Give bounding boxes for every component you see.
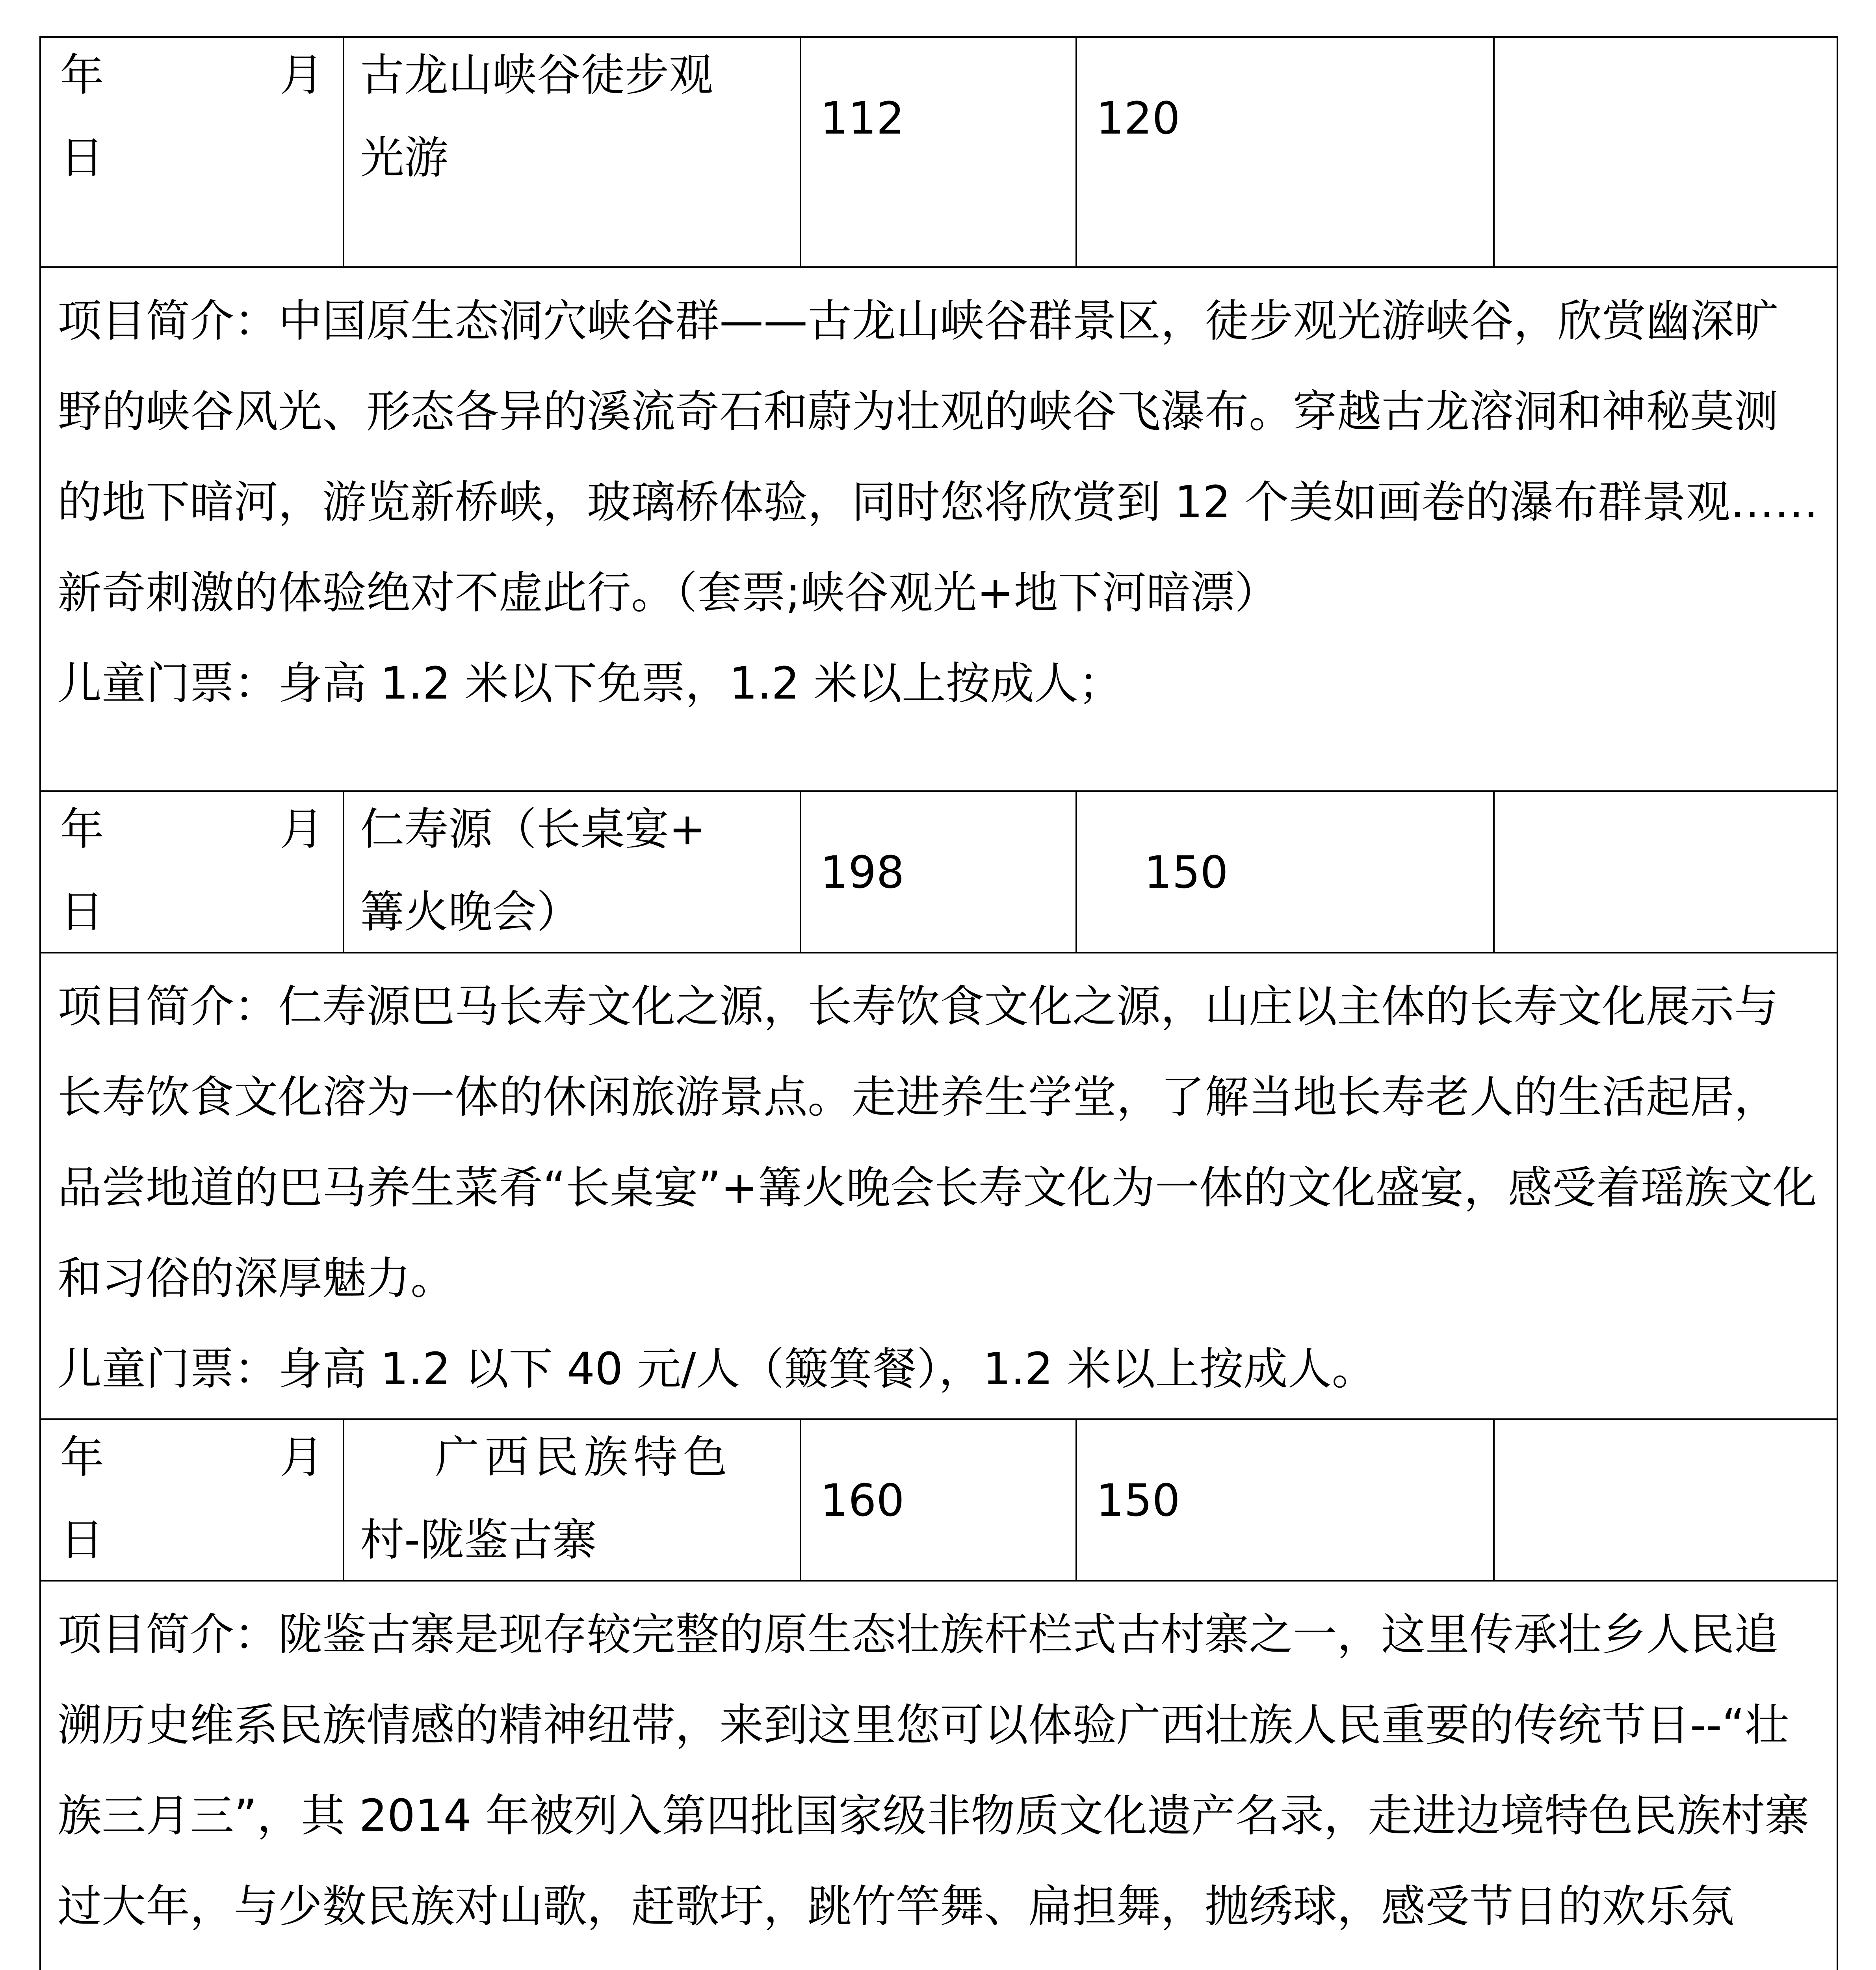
date-month: 月	[280, 50, 324, 101]
price-cell-2: 150	[1076, 791, 1494, 953]
item-child-ticket: 儿童门票：身高 1.2 以下 40 元/人（簸箕餐），1.2 米以上按成人。	[58, 1344, 1376, 1395]
item-desc-row	[40, 267, 1837, 791]
self-pay-items-table	[39, 36, 1838, 1970]
date-cell	[40, 37, 344, 267]
empty-cell	[1494, 1419, 1837, 1581]
item-name-line1: 仁寿源（长桌宴+	[360, 804, 706, 855]
item-row	[40, 791, 1837, 953]
item-name-line2: 光游	[360, 132, 448, 184]
item-name-line1: 古龙山峡谷徒步观	[360, 50, 713, 101]
date-year: 年	[60, 804, 104, 855]
item-name-cell	[344, 37, 801, 267]
empty-cell	[1494, 791, 1837, 953]
item-desc-cell	[40, 953, 1837, 1419]
date-cell	[40, 1419, 344, 1581]
item-name-cell	[344, 1419, 801, 1581]
date-month: 月	[280, 1432, 324, 1483]
item-row	[40, 37, 1837, 267]
empty-cell	[1494, 37, 1837, 267]
item-intro: 项目简介：中国原生态洞穴峡谷群——古龙山峡谷群景区，徒步观光游峡谷，欣赏幽深旷野的峡谷风光、形态各异的溪流奇石和蔚为壮观的峡谷飞瀑布。穿越古龙溶洞和神秘莫测的地下暗河，游览新桥峡，玻璃桥体验，同时您将欣赏到 12 个美如画卷的瀑布群景观……新奇刺激的体验绝对不虚此行。（套票;峡谷观光+地下河暗漂）	[58, 296, 1818, 619]
item-name-cell	[344, 791, 801, 953]
date-year: 年	[60, 50, 104, 101]
item-intro: 项目简介：仁寿源巴马长寿文化之源，长寿饮食文化之源，山庄以主体的长寿文化展示与长寿饮食文化溶为一体的休闲旅游景点。走进养生学堂，了解当地长寿老人的生活起居，品尝地道的巴马养生菜肴“长桌宴”+篝火晚会长寿文化为一体的文化盛宴，感受着瑶族文化和习俗的深厚魅力。	[58, 981, 1817, 1304]
price-cell-1: 112	[801, 37, 1076, 267]
price-cell-1: 198	[801, 791, 1076, 953]
date-day: 日	[60, 132, 104, 184]
date-day: 日	[60, 886, 104, 938]
item-name-line1: 广西民族特色	[435, 1432, 733, 1483]
date-cell	[40, 791, 344, 953]
item-desc-cell	[40, 1581, 1837, 1970]
date-year: 年	[60, 1432, 104, 1483]
item-intro: 项目简介：陇鉴古寨是现存较完整的原生态壮族杆栏式古村寨之一，这里传承壮乡人民追溯历史维系民族情感的精神纽带，来到这里您可以体验广西壮族人民重要的传统节日--“壮族三月三”，其 2014 年被列入第四批国家级非物质文化遗产名录，走进边境特色民族村寨过大年，与少数民族对山歌，赶歌圩，跳竹竿舞、扁担舞，抛绣球，感受节日的欢乐氛	[58, 1609, 1809, 1932]
item-desc-row	[40, 953, 1837, 1419]
item-desc-cell	[40, 267, 1837, 791]
price-cell-2: 120	[1076, 37, 1494, 267]
item-name-line2: 篝火晚会）	[360, 886, 581, 938]
price-cell-2: 150	[1076, 1419, 1494, 1581]
price-cell-1: 160	[801, 1419, 1076, 1581]
date-day: 日	[60, 1515, 104, 1566]
item-child-ticket: 儿童门票：身高 1.2 米以下免票，1.2 米以上按成人；	[58, 658, 1123, 709]
date-month: 月	[280, 804, 324, 855]
item-row	[40, 1419, 1837, 1581]
item-desc-row	[40, 1581, 1837, 1970]
item-name-line2: 村-陇鉴古寨	[360, 1515, 597, 1566]
